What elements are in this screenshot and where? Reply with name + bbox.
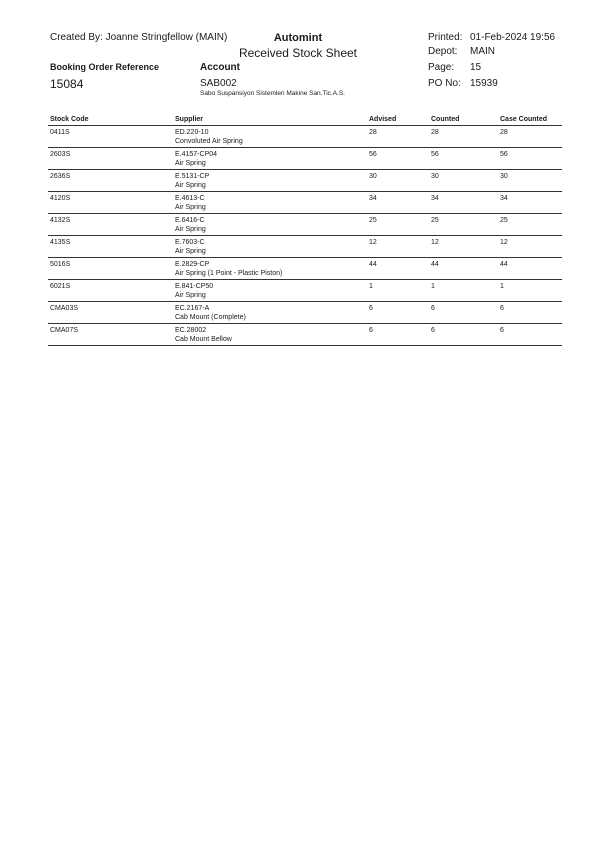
col-stock-code: Stock Code (50, 116, 89, 123)
advised-qty: 6 (369, 327, 373, 334)
advised-qty: 1 (369, 283, 373, 290)
stock-table (48, 113, 562, 346)
item-description: Air Spring (175, 182, 206, 189)
page-value: 15 (470, 62, 482, 73)
counted-qty: 1 (431, 283, 435, 290)
table-row (48, 302, 562, 324)
counted-qty: 28 (431, 129, 439, 136)
supplier-cell (175, 304, 246, 322)
po-value: 15939 (470, 78, 498, 89)
table-row (48, 148, 562, 170)
table-row (48, 258, 562, 280)
account-name: Sabo Suspansiyon Sistemleri Makine San.Tic.A.S. (200, 90, 345, 97)
supplier-cell (175, 238, 206, 256)
table-row (48, 170, 562, 192)
item-description: Cab Mount (Complete) (175, 314, 246, 321)
supplier-cell (175, 194, 206, 212)
table-row (48, 280, 562, 302)
advised-qty: 34 (369, 195, 377, 202)
item-description: Air Spring (175, 160, 206, 167)
stock-code: 5016S (50, 261, 71, 268)
case-counted-qty: 56 (500, 151, 508, 158)
supplier-cell (175, 150, 217, 168)
supplier-ref: EC.28002 (175, 327, 207, 334)
counted-qty: 56 (431, 151, 439, 158)
case-counted-qty: 12 (500, 239, 508, 246)
supplier-ref: E.4157-CP04 (175, 151, 218, 158)
supplier-ref: EC.2167-A (175, 305, 210, 312)
case-counted-qty: 1 (500, 283, 504, 290)
supplier-ref: ED.220-10 (175, 129, 209, 136)
supplier-ref: E.6416-C (175, 217, 205, 224)
counted-qty: 6 (431, 327, 435, 334)
supplier-ref: E.7603-C (175, 239, 205, 246)
table-row (48, 236, 562, 258)
stock-code: 4132S (50, 217, 71, 224)
item-description: Cab Mount Bellow (175, 336, 232, 343)
supplier-ref: E.5131-CP (175, 173, 210, 180)
case-counted-qty: 25 (500, 217, 508, 224)
advised-qty: 28 (369, 129, 377, 136)
table-row (48, 214, 562, 236)
depot-value: MAIN (470, 46, 495, 57)
account-label: Account (200, 62, 240, 73)
table-row (48, 126, 562, 148)
counted-qty: 44 (431, 261, 439, 268)
created-by-label: Created By: (50, 32, 103, 43)
stock-code: 4120S (50, 195, 71, 202)
created-by (50, 32, 227, 43)
booking-order-value: 15084 (50, 77, 84, 91)
page-label: Page: (428, 62, 455, 73)
supplier-cell (175, 260, 282, 278)
supplier-cell (175, 128, 243, 146)
stock-code: 2603S (50, 151, 71, 158)
table-row (48, 192, 562, 214)
report-title: Automint (273, 32, 323, 44)
supplier-cell (175, 326, 232, 344)
booking-order-label: Booking Order Reference (50, 62, 160, 72)
col-supplier: Supplier (175, 116, 204, 123)
stock-code: CMA03S (50, 305, 79, 312)
item-description: Air Spring (175, 292, 206, 299)
supplier-cell (175, 172, 209, 190)
item-description: Air Spring (175, 204, 206, 211)
case-counted-qty: 6 (500, 327, 504, 334)
counted-qty: 30 (431, 173, 439, 180)
case-counted-qty: 44 (500, 261, 508, 268)
col-case-counted: Case Counted (500, 116, 548, 123)
stock-code: 0411S (50, 129, 70, 136)
stock-code: CMA07S (50, 327, 79, 334)
counted-qty: 25 (431, 217, 439, 224)
stock-code: 2636S (50, 173, 71, 180)
counted-qty: 6 (431, 305, 435, 312)
created-by-value: Joanne Stringfellow (MAIN) (105, 32, 228, 43)
supplier-ref: E.841-CP50 (175, 283, 214, 290)
supplier-ref: E.2829-CP (175, 261, 210, 268)
advised-qty: 6 (369, 305, 373, 312)
report-subtitle: Received Stock Sheet (238, 46, 358, 60)
depot-label: Depot: (428, 46, 458, 57)
advised-qty: 30 (369, 173, 377, 180)
case-counted-qty: 6 (500, 305, 504, 312)
stock-code: 6021S (50, 283, 71, 290)
printed-value: 01-Feb-2024 19:56 (470, 32, 556, 43)
item-description: Convoluted Air Spring (175, 138, 243, 145)
col-advised: Advised (369, 116, 397, 123)
advised-qty: 12 (369, 239, 377, 246)
item-description: Air Spring (175, 226, 206, 233)
stock-code: 4135S (50, 239, 71, 246)
table-row (48, 324, 562, 346)
counted-qty: 34 (431, 195, 439, 202)
item-description: Air Spring (1 Point - Plastic Piston) (175, 270, 283, 277)
item-description: Air Spring (175, 248, 206, 255)
advised-qty: 44 (369, 261, 377, 268)
table-header (48, 113, 562, 126)
po-label: PO No: (428, 78, 461, 89)
advised-qty: 56 (369, 151, 377, 158)
supplier-ref: E.4613-C (175, 195, 205, 202)
counted-qty: 12 (431, 239, 439, 246)
case-counted-qty: 34 (500, 195, 508, 202)
advised-qty: 25 (369, 217, 377, 224)
supplier-cell (175, 282, 213, 300)
account-code: SAB002 (200, 78, 237, 89)
supplier-cell (175, 216, 206, 234)
case-counted-qty: 30 (500, 173, 508, 180)
case-counted-qty: 28 (500, 129, 508, 136)
printed-label: Printed: (428, 32, 463, 43)
col-counted: Counted (431, 116, 460, 123)
